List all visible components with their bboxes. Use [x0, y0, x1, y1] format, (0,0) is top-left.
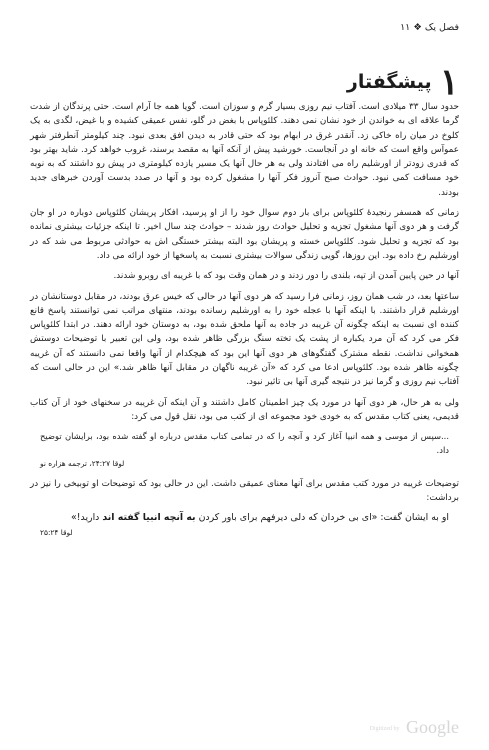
chapter-number: ۱ [439, 61, 459, 103]
chapter-title: پیشگفتار [346, 71, 432, 93]
final-quote-end: دارید!» [71, 512, 100, 524]
running-header: فصل یک ❖ ۱۱ [400, 22, 459, 33]
paragraph: ولی به هر حال، هر دوی آنها در مورد یک چیز اطمینان کامل داشتند و آن اینکه آن غریبه در سخنهای خود از آن کتاب قدیمی، یعنی کتاب مقدس که به خودی خود مجموعه ای از کتب می بود، نقل قول می کرد: [30, 397, 459, 422]
final-quote-reference: لوقا ۲۵:۲۴ [40, 527, 73, 537]
paragraph: توضیحات غریبه در مورد کتب مقدس برای آنها معنای عمیقی داشت. این در حالی بود که توضیحات او توبیخی را نیز در برداشت: [30, 478, 459, 504]
quote-text: ...سپس از موسی و همه انبیا آغاز کرد و آنچه را که در تمامی کتاب مقدس درباره او گفته شده بود، برایشان توضیح داد. [40, 431, 449, 455]
paragraph: زمانی که همسفر رنجیدهٔ کلئوپاس برای بار دوم سوال خود را از او پرسید، افکار پریشان کلئوپاس دوباره در او جان گرفت و هر دوی آنها مشغول تجزیه و تحلیل حوادث روز شدند – حوادث چند سال اخیر. تا اینکه جزئیات بیشتری نمانده بود که تجزیه و تحلیل شود. کلئوپاس خسته و پریشان بود البته بیشتر خستگی اش به حوادثی مربوط می شد که در اورشلیم رخ داده بود. این روزها، گویی زندگی سوالات بیشتری نسبت به پاسخها از خود ارائه می داد. [30, 208, 459, 261]
body-text [30, 100, 459, 540]
google-watermark [370, 717, 459, 738]
paragraph: ساعتها بعد، در شب همان روز، زمانی فرا رسید که هر دوی آنها در حالی که خیس عرق بودند، در مقابل دوستانشان در اورشلیم قرار داشتند. با اینکه آنها با عجله خود را به اورشلیم رسانده بودند، منتهای مراتب نمی توانستند پاسخ قانع کننده ای نسبت به اینکه چگونه آن غریبه در جاده به آنها ملحق شده بود، به دوستان خود ارائه دهند. در ابتدا کلئوپاس فکر می کرد که آن مرد یکباره از پشت یک تخته سنگ بزرگی ظاهر شده بود، ولی این تعبیر با توضیحات دوستش همخوانی نداشت. نقطه مشترک گفتگوهای هر دوی آنها این بود که هیچکدام از آنها واقعا نمی دانستند که آن غریبه چگونه ظاهر شده بود. کلئوپاس ادعا می کرد که «آن غریبه ناگهان در مقابل آنها ظاهر شد.» این در حالی است که آفتاب نیم روزی و گرما نیز در نتیجه گیری آنها بی تاثیر نبود. [30, 291, 459, 388]
watermark-small-text: Digitized by [369, 725, 400, 732]
final-quote [40, 511, 449, 540]
chapter-heading [346, 61, 459, 103]
final-quote-text: او به ایشان گفت: «ای بی خردان که دلی دیرفهم برای باور کردن [198, 512, 449, 524]
block-quote [40, 430, 449, 471]
watermark-brand: Google [406, 717, 459, 737]
final-quote-emphasis: به آنچه انبیا گفته اند [102, 512, 196, 524]
paragraph: آنها در حین پایین آمدن از تپه، بلندی را دور زدند و در همان وقت بود که با غریبه ای روبرو شدند. [113, 271, 459, 282]
paragraph: حدود سال ۳۳ میلادی است. آفتاب نیم روزی بسیار گرم و سوزان است. گویا همه جا آرام است. حتی پرندگان از شدت گرما علاقه ای به خواندن از خود نشان نمی دهند. کلئوپاس با بغض در گلو، نفس عمیقی کشیده و با غیض، لگدی به یک کلوخ در میان راه خاکی زد. آنقدر غرق در ابهام بود که حتی قادر به دیدن افق بعدی نبود. چند کیلومتر آنطرفتر شهر عموآس واقع است که خانه او در آنجاست. خورشید پیش از آنکه آنها به مقصد برسند، غروب خواهد کرد. شاید بهتر بود که قدری زودتر از اورشلیم راه می افتادند ولی به هر حال آنها یک مسیر یازده کیلومتری در پیش رو داشتند که به نوبه خود مسافت کمی نبود. حوادث صبح آنروز فکر آنها را مشغول کرده بود و آنها در صدد بدست آوردن خبرهای جدید بودند. [30, 102, 459, 198]
quote-reference: لوقا ۲۴:۲۷، ترجمه هزاره نو [40, 459, 125, 469]
